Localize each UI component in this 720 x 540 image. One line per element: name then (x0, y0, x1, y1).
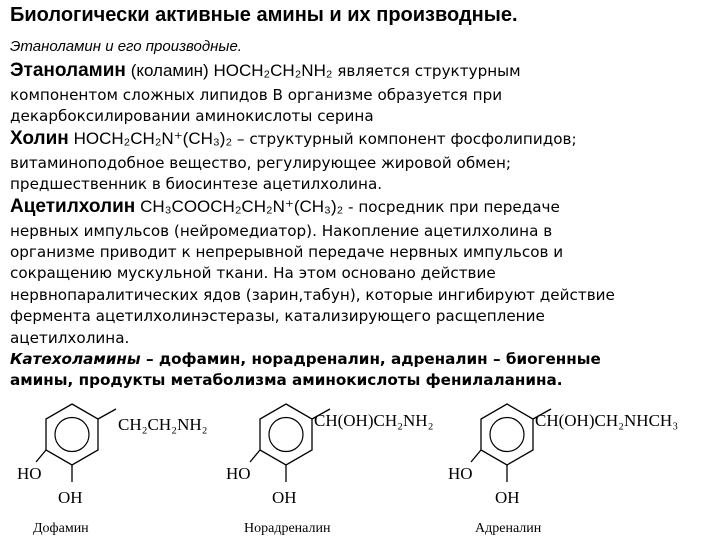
choline-line-2: витаминоподобное вещество, регулирующее жировой обмен; (10, 153, 512, 172)
side-bond (98, 409, 116, 419)
slide-subtitle: Этаноламин и его производные. (10, 38, 242, 55)
ethanolamine-text-1: является структурным (337, 62, 521, 80)
slide-title: Биологически активные амины и их производные. (10, 4, 518, 26)
choline-line-3: предшественник в биосинтезе ацетилхолина. (10, 175, 383, 194)
ethanolamine-alias: (коламин) (130, 61, 209, 80)
dopamine-label: Дофамин (33, 521, 89, 536)
benzene-ring (481, 404, 533, 465)
acetylcholine-line-5: нервнопаралитических ядов (зарин,табун), которые ингибируют действие (10, 285, 615, 304)
benzene-ring (260, 404, 312, 465)
catecholamines-line-1 (10, 349, 715, 370)
ethanolamine-line-3: декарбоксилировании аминокислоты серина (10, 107, 374, 126)
ethanolamine-line-1 (10, 60, 715, 85)
epinephrine-sidechain: CH(OH)CH₂NHCH₃ (535, 411, 679, 430)
acetylcholine-line-2: нервных импульсов (нейромедиатор). Накопление ацетилхолина в (10, 221, 553, 240)
epinephrine-oh: OH (495, 488, 520, 507)
dopamine-sidechain: CH₂CH₂NH₂ (118, 415, 208, 434)
acetylcholine-line-3: организме приводит к непрерывной передаче нервных импульсов и (10, 242, 564, 261)
aromatic-circle (490, 418, 524, 452)
dopamine-ho: HO (17, 464, 42, 483)
aromatic-circle (55, 418, 89, 452)
benzene-ring (46, 404, 98, 465)
norepinephrine-ho: HO (226, 464, 251, 483)
ho-bond (250, 450, 260, 462)
ethanolamine-term: Этаноламин (10, 60, 126, 81)
choline-text-1: – структурный компонент фосфолипидов; (232, 129, 577, 148)
aromatic-circle (269, 418, 303, 452)
acetylcholine-term: Ацетилхолин (10, 195, 136, 217)
ethanolamine-formula: HOCH₂CH₂NH₂ (213, 61, 333, 80)
norepinephrine-label: Норадреналин (244, 521, 331, 536)
norepinephrine-structure (226, 404, 434, 536)
ethanolamine-line-2: компонентом сложных липидов В организме образуется при (10, 86, 503, 104)
epinephrine-label: Адреналин (475, 521, 542, 536)
acetylcholine-formula: CH₃COOCH₂CH₂N⁺(CH₃)₂ (140, 196, 344, 216)
choline-line-1 (10, 128, 715, 153)
choline-term: Холин (10, 127, 69, 149)
acetylcholine-line-4: сокращению мускульной ткани. На этом основано действие (10, 264, 496, 283)
catecholamines-line-2: амины, продукты метаболизма аминокислоты фенилаланина. (10, 371, 563, 390)
epinephrine-structure (448, 404, 678, 536)
slide-body (10, 60, 715, 392)
dopamine-oh: OH (58, 488, 83, 507)
acetylcholine-line-1 (10, 196, 715, 221)
dopamine-structure (17, 404, 208, 536)
catecholamine-structures (0, 396, 720, 540)
norepinephrine-sidechain: CH(OH)CH₂NH₂ (314, 411, 434, 430)
ho-bond (36, 450, 46, 462)
acetylcholine-line-6: фермента ацетилхолинэстеразы, катализирующего расщепление (10, 307, 545, 326)
choline-formula: HOCH₂CH₂N⁺(CH₃)₂ (73, 128, 233, 148)
acetylcholine-line-7: ацетилхолина. (10, 328, 130, 347)
ho-bond (471, 450, 481, 462)
epinephrine-ho: HO (448, 464, 473, 483)
catecholamines-text-1: – дофамин, норадреналин, адреналин – биогенные (140, 349, 601, 368)
norepinephrine-oh: OH (272, 488, 297, 507)
catecholamines-term: Катехоламины (10, 349, 141, 368)
acetylcholine-text-1: - посредник при передаче (343, 197, 560, 216)
